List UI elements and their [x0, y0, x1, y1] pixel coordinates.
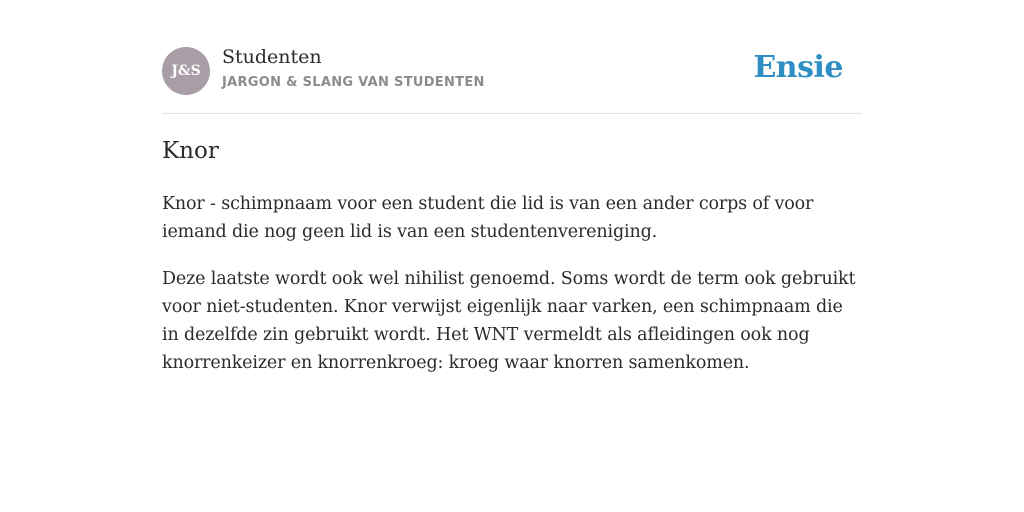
definition-body [162, 190, 862, 396]
header [162, 0, 862, 114]
source-subtitle: JARGON & SLANG VAN STUDENTEN [222, 75, 485, 90]
page-title: Knor [162, 138, 219, 164]
entry-page [162, 0, 862, 373]
source-avatar[interactable]: J&S [162, 47, 210, 95]
definition-paragraph: Deze laatste wordt ook wel nihilist genoemd. Soms wordt de term ook gebruikt voor niet-studenten. Knor verwijst eigenlijk naar varken, een schimpnaam die in dezelfde zin gebruikt wordt. Het WNT vermeldt als afleidingen ook nog knorrenkeizer en knorrenkroeg: kroeg waar knorren samenkomen. [162, 269, 856, 373]
definition-paragraph: Knor - schimpnaam voor een student die lid is van een ander corps of voor iemand die nog geen lid is van een studentenvereniging. [162, 194, 814, 242]
source-name-link[interactable]: Studenten [222, 46, 322, 68]
brand-logo[interactable]: Ensie [753, 50, 843, 85]
